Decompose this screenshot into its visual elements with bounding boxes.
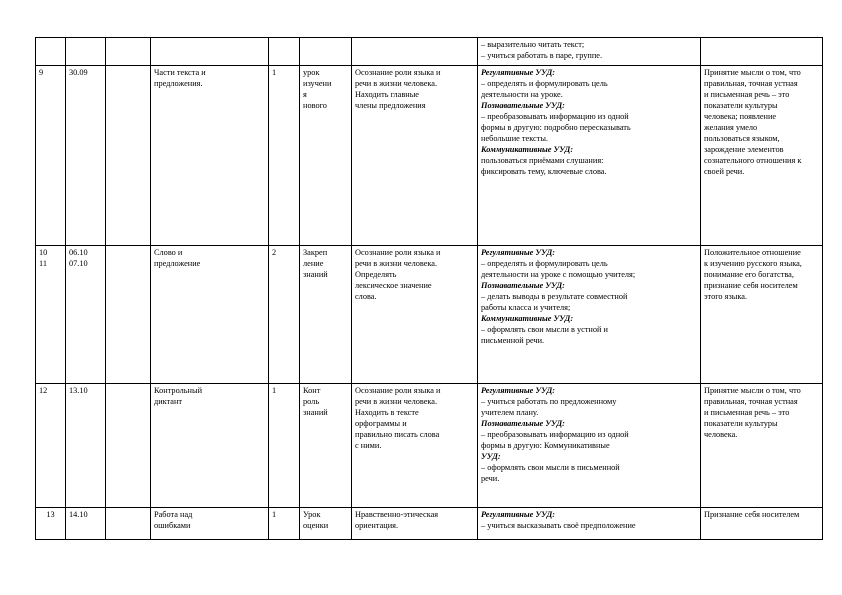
- lesson-date: 14.10: [69, 510, 88, 519]
- uud-line: – учиться работать в паре, группе.: [481, 51, 603, 60]
- personal-result-line: этого языка.: [704, 292, 747, 301]
- hours-count: 1: [272, 68, 277, 77]
- topic-line: диктант: [154, 397, 183, 406]
- personal-result-line: сознательного отношения к: [704, 156, 802, 165]
- cell-empty: [106, 66, 151, 246]
- subject-result-line: речи в жизни человека.: [355, 259, 438, 268]
- subject-result-line: ориентация.: [355, 521, 399, 530]
- lesson-type-line: изучени: [303, 79, 332, 88]
- uud-line: – учиться работать по предложенному: [481, 397, 617, 406]
- cell-date: [66, 384, 106, 508]
- lesson-number: 13: [46, 510, 55, 519]
- lesson-type-line: знаний: [303, 408, 328, 417]
- cell-uud: [478, 38, 701, 66]
- lesson-type-line: Закреп: [303, 248, 328, 257]
- uud-line: письменной речи.: [481, 336, 545, 345]
- cell-date: [66, 508, 106, 540]
- uud-line: – преобразовывать информацию из одной: [481, 430, 629, 439]
- cell-date: [66, 246, 106, 384]
- subject-result-line: Осознание роли языка и: [355, 386, 441, 395]
- uud-line: учителем плану.: [481, 408, 539, 417]
- cell-num: [36, 38, 66, 66]
- subject-result-line: речи в жизни человека.: [355, 397, 438, 406]
- personal-result-line: показатели культуры: [704, 419, 778, 428]
- subject-result-line: лексическое значение: [355, 281, 432, 290]
- table-row: [36, 508, 823, 540]
- personal-result-line: пользоваться языком,: [704, 134, 780, 143]
- uud-line: – определять и формулировать цель: [481, 79, 608, 88]
- hours-count: 2: [272, 248, 277, 257]
- uud-line: – делать выводы в результате совместной: [481, 292, 628, 301]
- lesson-type-line: оценки: [303, 521, 329, 530]
- topic-line: Слово и: [154, 248, 183, 257]
- subject-result-line: правильно писать слова: [355, 430, 440, 439]
- uud-heading: Познавательные УУД:: [481, 101, 565, 110]
- lesson-number: 10 11: [39, 248, 48, 268]
- subject-result-line: орфограммы и: [355, 419, 407, 428]
- subject-result-line: члены предложения: [355, 101, 426, 110]
- lesson-type-line: знаний: [303, 270, 328, 279]
- uud-line: работы класса и учителя;: [481, 303, 571, 312]
- uud-heading: Коммуникативные УУД:: [481, 145, 574, 154]
- lesson-type-line: Урок: [303, 510, 321, 519]
- personal-result-line: Принятие мысли о том, что: [704, 386, 801, 395]
- cell-lesson-type: [300, 246, 352, 384]
- cell-topic: [151, 246, 269, 384]
- uud-heading: Познавательные УУД:: [481, 419, 565, 428]
- personal-result-line: признание себя носителем: [704, 281, 798, 290]
- topic-line: ошибками: [154, 521, 191, 530]
- cell-subject-results: [352, 384, 478, 508]
- subject-result-line: Осознание роли языка и: [355, 68, 441, 77]
- cell-lesson-type: [300, 508, 352, 540]
- personal-result-line: желания умело: [704, 123, 758, 132]
- cell-num: [36, 66, 66, 246]
- uud-heading: Коммуникативные УУД:: [481, 314, 574, 323]
- cell-lesson-type: [300, 38, 352, 66]
- personal-result-line: понимание его богатства,: [704, 270, 794, 279]
- cell-uud: [478, 508, 701, 540]
- table-row: [36, 66, 823, 246]
- topic-line: Работа над: [154, 510, 193, 519]
- cell-date: [66, 66, 106, 246]
- uud-line: небольшие тексты.: [481, 134, 548, 143]
- uud-line: фиксировать тему, ключевые слова.: [481, 167, 607, 176]
- lesson-type-line: урок: [303, 68, 320, 77]
- cell-hours: [269, 38, 300, 66]
- uud-heading: Регулятивные УУД:: [481, 68, 556, 77]
- uud-line: деятельности на уроке с помощью учителя;: [481, 270, 636, 279]
- cell-subject-results: [352, 508, 478, 540]
- cell-topic: [151, 66, 269, 246]
- personal-result-line: зарождение элементов: [704, 145, 784, 154]
- cell-subject-results: [352, 246, 478, 384]
- hours-count: 1: [272, 386, 277, 395]
- uud-heading: УУД:: [481, 452, 501, 461]
- lesson-type-line: роль: [303, 397, 320, 406]
- uud-line: речи.: [481, 474, 500, 483]
- cell-empty: [106, 508, 151, 540]
- subject-result-line: Находить главные: [355, 90, 419, 99]
- lesson-date: 06.10 07.10: [69, 248, 88, 268]
- cell-lesson-type: [300, 66, 352, 246]
- uud-heading: Регулятивные УУД:: [481, 510, 556, 519]
- subject-result-line: Определять: [355, 270, 397, 279]
- lesson-date: 30.09: [69, 68, 88, 77]
- uud-line: формы в другую: Коммуникативные: [481, 441, 610, 450]
- cell-empty: [106, 38, 151, 66]
- personal-result-line: своей речи.: [704, 167, 745, 176]
- cell-lesson-type: [300, 384, 352, 508]
- lesson-number: 12: [39, 386, 48, 395]
- personal-result-line: Принятие мысли о том, что: [704, 68, 801, 77]
- cell-num: [36, 246, 66, 384]
- cell-personal: [701, 508, 823, 540]
- cell-topic: [151, 38, 269, 66]
- subject-result-line: речи в жизни человека.: [355, 79, 438, 88]
- uud-line: – выразительно читать текст;: [481, 40, 585, 49]
- uud-line: – определять и формулировать цель: [481, 259, 608, 268]
- cell-uud: [478, 384, 701, 508]
- subject-result-line: Находить в тексте: [355, 408, 419, 417]
- lesson-type-line: я: [303, 90, 307, 99]
- cell-topic: [151, 508, 269, 540]
- topic-line: предложение: [154, 259, 201, 268]
- subject-result-line: Осознание роли языка и: [355, 248, 441, 257]
- personal-result-line: правильная, точная устная: [704, 397, 798, 406]
- lesson-type-line: ление: [303, 259, 324, 268]
- personal-result-line: показатели культуры: [704, 101, 778, 110]
- uud-line: пользоваться приёмами слушания:: [481, 156, 604, 165]
- topic-line: Части текста и: [154, 68, 206, 77]
- cell-personal: [701, 384, 823, 508]
- personal-result-line: и письменная речь – это: [704, 408, 790, 417]
- uud-line: – оформлять свои мысли в письменной: [481, 463, 620, 472]
- cell-date: [66, 38, 106, 66]
- cell-personal: [701, 246, 823, 384]
- table-row: [36, 246, 823, 384]
- cell-subject-results: [352, 38, 478, 66]
- cell-personal: [701, 66, 823, 246]
- subject-result-line: слова.: [355, 292, 377, 301]
- personal-result-line: правильная, точная устная: [704, 79, 798, 88]
- uud-line: деятельности на уроке.: [481, 90, 563, 99]
- uud-line: формы в другую: подробно пересказывать: [481, 123, 631, 132]
- cell-num: [36, 384, 66, 508]
- uud-heading: Познавательные УУД:: [481, 281, 565, 290]
- uud-heading: Регулятивные УУД:: [481, 386, 556, 395]
- uud-line: – учиться высказывать своё предположение: [481, 521, 636, 530]
- subject-result-line: с ними.: [355, 441, 382, 450]
- lesson-date: 13.10: [69, 386, 88, 395]
- personal-result-line: Признание себя носителем: [704, 510, 800, 519]
- cell-topic: [151, 384, 269, 508]
- uud-heading: Регулятивные УУД:: [481, 248, 556, 257]
- lesson-type-line: нового: [303, 101, 327, 110]
- topic-line: предложения.: [154, 79, 203, 88]
- lesson-number: 9: [39, 68, 44, 77]
- cell-num: [36, 508, 66, 540]
- cell-personal: [701, 38, 823, 66]
- cell-uud: [478, 246, 701, 384]
- cell-hours: [269, 66, 300, 246]
- cell-subject-results: [352, 66, 478, 246]
- lesson-plan-table: [35, 37, 823, 540]
- subject-result-line: Нравственно-этическая: [355, 510, 439, 519]
- personal-result-line: и письменная речь – это: [704, 90, 790, 99]
- uud-line: – преобразовывать информацию из одной: [481, 112, 629, 121]
- cell-hours: [269, 246, 300, 384]
- topic-line: Контрольный: [154, 386, 203, 395]
- lesson-type-line: Конт: [303, 386, 321, 395]
- table-row: [36, 384, 823, 508]
- cell-empty: [106, 384, 151, 508]
- cell-empty: [106, 246, 151, 384]
- personal-result-line: человека.: [704, 430, 738, 439]
- hours-count: 1: [272, 510, 277, 519]
- personal-result-line: человека; появление: [704, 112, 777, 121]
- cell-uud: [478, 66, 701, 246]
- cell-hours: [269, 508, 300, 540]
- cell-hours: [269, 384, 300, 508]
- table-row-continued: [36, 38, 823, 66]
- personal-result-line: к изучению русского языка,: [704, 259, 802, 268]
- personal-result-line: Положительное отношение: [704, 248, 801, 257]
- uud-line: – оформлять свои мысли в устной и: [481, 325, 608, 334]
